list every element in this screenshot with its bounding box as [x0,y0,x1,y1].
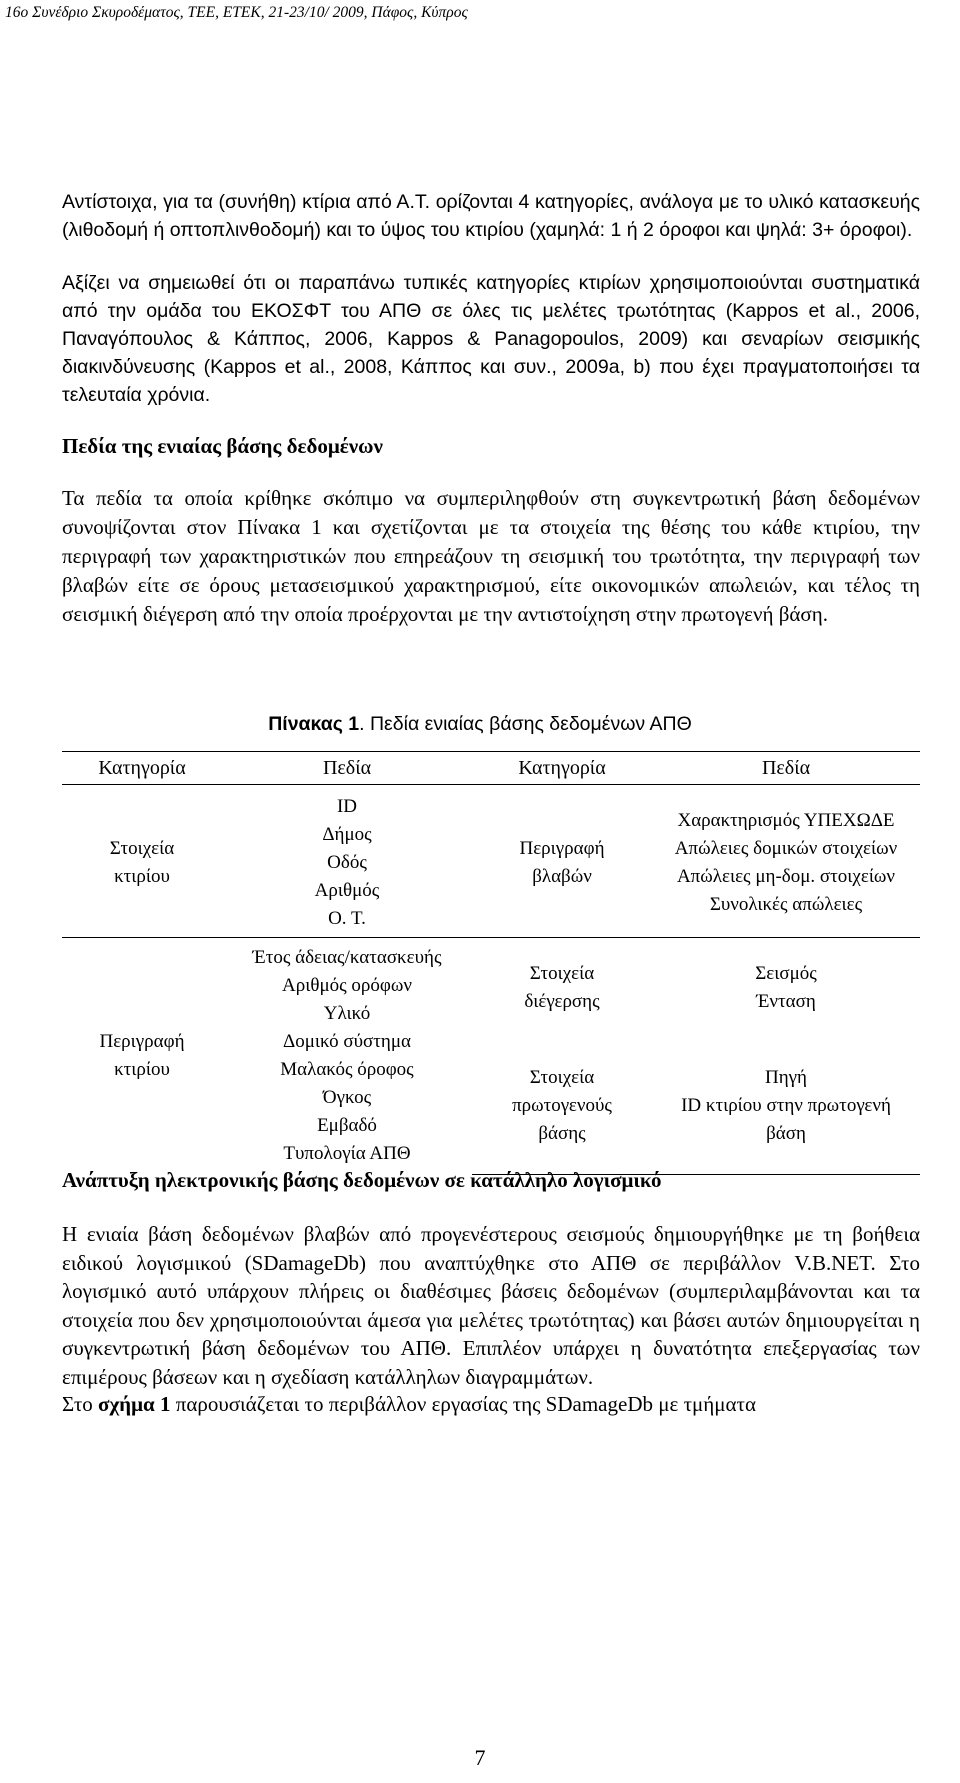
paragraph-figure-reference [62,1390,920,1419]
cell-line: Πηγή [765,1067,807,1088]
page-number: 7 [474,1745,486,1770]
table-caption-text: . Πεδία ενιαίας βάσης δεδομένων ΑΠΘ [359,713,692,735]
cell-line: Δομικό σύστημα [282,1031,412,1053]
category-building-description [62,938,222,1175]
table-row [62,938,920,1039]
cell-line: Εμβαδό [317,1115,377,1137]
section-heading-software: Ανάπτυξη ηλεκτρονικής βάσης δεδομένων σε κατάλληλο λογισμικό [62,1168,662,1192]
cell-line: Οδός [327,852,367,873]
cell-line: Όγκος [322,1087,372,1109]
section-heading-fields: Πεδία της ενιαίας βάσης δεδομένων [62,434,383,458]
fields-table [62,751,920,1175]
cell-line: Απώλειες μη-δομ. στοιχείων [676,866,896,887]
cell-line: Δήμος [322,824,372,845]
cell-line: Ο. Τ. [328,908,366,929]
cell-line: κτιρίου [114,866,170,887]
running-header: 16ο Συνέδριο Σκυροδέματος, ΤΕΕ, ΕΤΕΚ, 21-23/10/ 2009, Πάφος, Κύπρος [5,4,468,21]
cell-line: Μαλακός όροφος [280,1059,414,1081]
table-header-category-1: Κατηγορία [62,752,222,785]
table-row [62,785,920,938]
cell-line: Στοιχεία [529,1067,595,1088]
cell-line: βάσης [538,1123,586,1144]
cell-line: Στοιχεία [109,838,175,859]
cell-line: ID [336,796,358,817]
cell-line: διέγερσης [524,991,600,1012]
category-primary-database [472,1038,652,1175]
category-building-data [62,785,222,938]
cell-line: βάση [766,1123,806,1144]
text-fragment: παρουσιάζεται το περιβάλλον εργασίας της SDamageDb με τμήματα [170,1392,756,1416]
table-header-fields-2: Πεδία [652,752,920,785]
table-header-category-2: Κατηγορία [472,752,652,785]
cell-line: ID κτιρίου στην πρωτογενή [681,1095,891,1116]
cell-line: Αριθμός [314,880,380,901]
cell-line: Υλικό [323,1003,371,1025]
cell-line: Απώλειες δομικών στοιχείων [674,838,898,859]
fields-damage-description [652,785,920,938]
cell-line: πρωτογενούς [512,1095,612,1116]
cell-line: Ένταση [756,991,816,1012]
category-damage-description [472,785,652,938]
cell-line: κτιρίου [114,1059,170,1081]
cell-line: Αριθμός ορόφων [282,975,412,997]
cell-line: Περιγραφή [99,1031,185,1053]
cell-line: βλαβών [532,866,592,887]
cell-line: Χαρακτηρισμός ΥΠΕΧΩΔΕ [677,810,895,831]
cell-line: Στοιχεία [529,963,595,984]
cell-line: Τυπολογία ΑΠΘ [283,1143,411,1165]
table-header-fields-1: Πεδία [222,752,472,785]
cell-line: Συνολικές απώλειες [709,894,863,915]
paragraph-building-categories: Αντίστοιχα, για τα (συνήθη) κτίρια από Α.Τ. ορίζονται 4 κατηγορίες, ανάλογα με το υλικό κατασκευής (λιθοδομή ή οπτοπλινθοδομή) και το ύψος του κτιρίου (χαμηλά: 1 ή 2 όροφοι και ψηλά: 3+ όροφοι). [62,191,920,241]
fields-building-description [222,938,472,1175]
table-caption [0,713,960,736]
fields-building-data [222,785,472,938]
table-caption-label: Πίνακας 1 [268,713,360,735]
cell-line: Έτος άδειας/κατασκευής [252,947,442,969]
table-header-row [62,752,920,785]
cell-line: Σεισμός [755,963,817,984]
text-fragment: Στο [62,1392,99,1416]
fields-primary-database [652,1038,920,1175]
cell-line: Περιγραφή [519,838,605,859]
fields-excitation-data [652,938,920,1039]
paragraph-fields-description: Τα πεδία τα οποία κρίθηκε σκόπιμο να συμπεριληφθούν στη συγκεντρωτική βάση δεδομένων συνοψίζονται στον Πίνακα 1 και σχετίζονται με τα στοιχεία της θέσης του κάθε κτιρίου, την περιγραφή των χαρακτηριστικών που επηρεάζουν τη σεισμική του τρωτότητα, την περιγραφή των βλαβών είτε σε όρους μετασεισμικού χαρακτηρισμού, είτε οικονομικών απωλειών, και τέλος τη σεισμική διέγερση από την οποία προέρχονται με την αντιστοίχηση στην πρωτογενή βάση. [62,486,920,626]
figure-reference: σχήμα 1 [98,1392,171,1416]
paragraph-software-description: Η ενιαία βάση δεδομένων βλαβών από προγενέστερους σεισμούς δημιουργήθηκε με τη βοήθεια ειδικού λογισμικού (SDamageDb) που αναπτύχθηκε στο ΑΠΘ σε περιβάλλον V.B.NET. Στο λογισμικό αυτό υπάρχουν πλήρεις οι διαθέσιμες βάσεις δεδομένων (συμπεριλαμβάνονται και τα στοιχεία που δεν χρησιμοποιούνται άμεσα για μελέτες τρωτότητας) και βάσει αυτών δημιουργείται η συγκεντρωτική βάση δεδομένων του ΑΠΘ. Επιπλέον υπάρχει η δυνατότητα επεξεργασίας των επιμέρους βάσεων και η σχεδίαση κατάλληλων διαγραμμάτων. [62,1222,920,1389]
paragraph-vulnerability-studies: Αξίζει να σημειωθεί ότι οι παραπάνω τυπικές κατηγορίες κτιρίων χρησιμοποιούνται συστηματικά από την ομάδα του ΕΚΟΣΦΤ του ΑΠΘ σε όλες τις μελέτες τρωτότητας (Kappos et al., 2006, Παναγόπουλος & Κάππος, 2006, Kappos & Panagopoulos, 2009) και σεναρίων σεισμικής διακινδύνευσης (Kappos et al., 2008, Κάππος και συν., 2009a, b) που έχει πραγματοποιήσει τα τελευταία χρόνια. [62,272,920,406]
category-excitation-data [472,938,652,1039]
